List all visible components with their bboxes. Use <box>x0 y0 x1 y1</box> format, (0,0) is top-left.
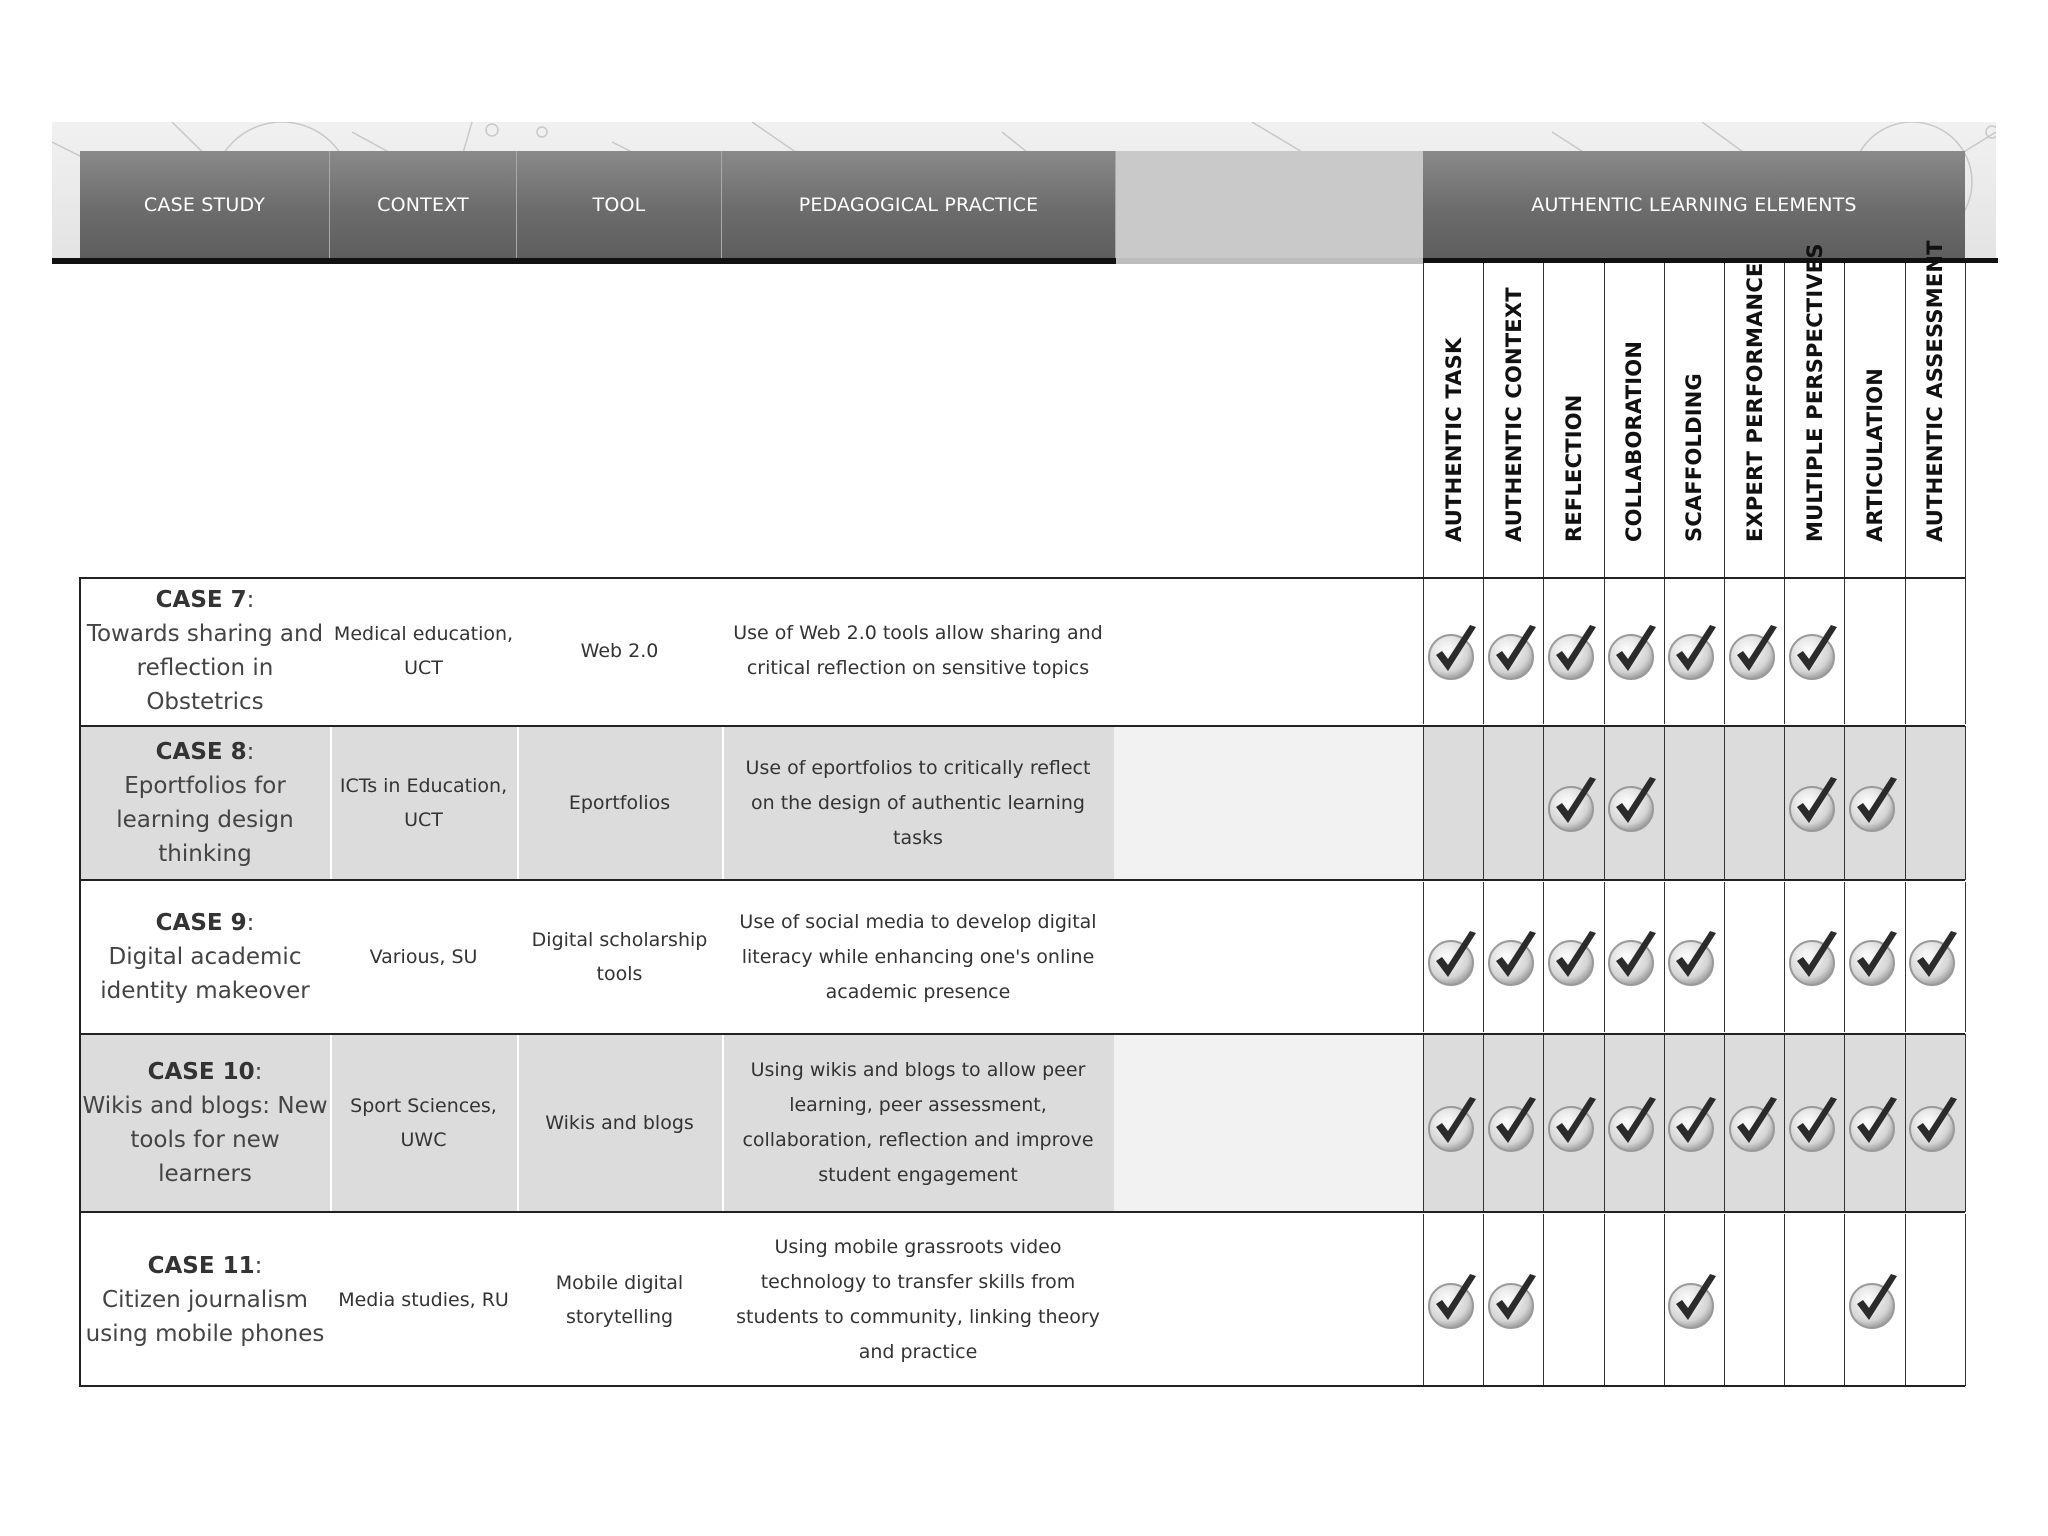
row-right-border <box>1965 1214 1967 1386</box>
checkmark-icon <box>1666 927 1722 987</box>
checkmark-icon <box>1666 1093 1722 1153</box>
element-header-multiple-perspectives <box>1784 243 1844 578</box>
element-cell-expert-performance <box>1724 1214 1784 1386</box>
element-cell-collaboration <box>1604 1214 1664 1386</box>
context-cell <box>330 1214 517 1386</box>
case-label: CASE 10 <box>147 1059 255 1085</box>
header-context <box>330 151 517 258</box>
case-cell <box>80 1034 330 1212</box>
case-label: CASE 7 <box>155 587 247 613</box>
row-right-border <box>1965 578 1967 724</box>
element-cell-reflection <box>1543 726 1603 880</box>
practice-text: Use of Web 2.0 tools allow sharing and critical reflection on sensitive topics <box>733 622 1103 679</box>
checkmark-icon <box>1666 621 1722 681</box>
checkmark-icon <box>1847 927 1903 987</box>
case-label: CASE 8 <box>155 739 247 765</box>
checkmark-icon <box>1486 621 1542 681</box>
practice-text: Use of eportfolios to critically reflect on the design of authentic learning tasks <box>745 756 1091 849</box>
case-title: Citizen journalism using mobile phones <box>85 1287 325 1347</box>
element-cell-scaffolding <box>1664 726 1724 880</box>
table-row <box>80 578 1965 724</box>
tool-cell <box>517 882 722 1032</box>
header-spacer <box>1116 151 1423 258</box>
element-cell-scaffolding <box>1664 1214 1724 1386</box>
table-row <box>80 1214 1965 1386</box>
element-header-label: REFLECTION <box>1561 394 1586 542</box>
element-header-authentic-assessment <box>1905 240 1965 578</box>
element-header-label: EXPERT PERFORMANCE <box>1742 262 1767 542</box>
row-right-border <box>1965 882 1967 1032</box>
header-rule-spacer <box>1116 258 1423 264</box>
tool-text: Web 2.0 <box>580 640 659 662</box>
element-header-label: AUTHENTIC CONTEXT <box>1501 287 1526 542</box>
case-cell <box>80 578 330 724</box>
element-cell-reflection <box>1543 1034 1603 1212</box>
element-cell-reflection <box>1543 1214 1603 1386</box>
practice-cell <box>722 726 1114 880</box>
tool-text: Wikis and blogs <box>545 1112 694 1134</box>
checkmark-icon <box>1486 1093 1542 1153</box>
tool-cell <box>517 726 722 880</box>
tool-cell <box>517 1034 722 1212</box>
element-header-label: SCAFFOLDING <box>1682 373 1707 542</box>
case-suffix: : <box>246 739 255 765</box>
context-text: Medical education, UCT <box>333 623 514 679</box>
header-authentic-learning-elements-label: AUTHENTIC LEARNING ELEMENTS <box>1531 193 1857 216</box>
checkmark-icon <box>1787 927 1843 987</box>
row-divider <box>80 879 1965 881</box>
header-tool <box>517 151 722 258</box>
checkmark-icon <box>1606 773 1662 833</box>
checkmark-icon <box>1426 1093 1482 1153</box>
checkmark-icon <box>1606 621 1662 681</box>
checkmark-icon <box>1546 621 1602 681</box>
element-cell-authentic-task <box>1423 882 1483 1032</box>
row-divider <box>80 725 1965 727</box>
element-cell-scaffolding <box>1664 1034 1724 1212</box>
element-cell-multiple-perspectives <box>1784 578 1844 724</box>
element-cell-scaffolding <box>1664 578 1724 724</box>
checkmark-icon <box>1606 1093 1662 1153</box>
element-header-label: AUTHENTIC TASK <box>1441 337 1466 542</box>
element-cell-authentic-task <box>1423 1214 1483 1386</box>
context-text: Various, SU <box>369 946 478 968</box>
element-cell-expert-performance <box>1724 882 1784 1032</box>
case-suffix: : <box>246 910 255 936</box>
element-cell-authentic-assessment <box>1905 726 1965 880</box>
tool-text: Mobile digital storytelling <box>555 1272 684 1328</box>
practice-cell <box>722 1214 1114 1386</box>
tool-cell <box>517 1214 722 1386</box>
header-case-study-label: CASE STUDY <box>143 193 266 216</box>
practice-cell <box>722 1034 1114 1212</box>
element-cell-reflection <box>1543 882 1603 1032</box>
case-title: Eportfolios for learning design thinking <box>116 773 294 867</box>
element-cell-multiple-perspectives <box>1784 1034 1844 1212</box>
element-header-authentic-context <box>1483 263 1543 578</box>
element-cell-authentic-assessment <box>1905 882 1965 1032</box>
element-cell-authentic-assessment <box>1905 1034 1965 1212</box>
header-case-study <box>80 151 330 258</box>
case-title: Towards sharing and reflection in Obstetrics <box>86 621 324 715</box>
header-context-label: CONTEXT <box>377 193 469 216</box>
checkmark-icon <box>1546 773 1602 833</box>
checkmark-icon <box>1606 927 1662 987</box>
context-cell <box>330 1034 517 1212</box>
context-cell <box>330 578 517 724</box>
tool-cell <box>517 578 722 724</box>
element-cell-collaboration <box>1604 1034 1664 1212</box>
element-cell-collaboration <box>1604 578 1664 724</box>
context-cell <box>330 726 517 880</box>
header-pedagogical-practice <box>722 151 1116 258</box>
row-divider <box>80 577 1965 579</box>
element-cell-expert-performance <box>1724 726 1784 880</box>
element-header-label: COLLABORATION <box>1622 340 1647 542</box>
practice-text: Use of social media to develop digital literacy while enhancing one's online academic presence <box>739 910 1097 1003</box>
case-cell <box>80 726 330 880</box>
element-cell-collaboration <box>1604 882 1664 1032</box>
element-cell-authentic-context <box>1483 1214 1543 1386</box>
checkmark-icon <box>1847 1270 1903 1330</box>
checkmark-icon <box>1787 773 1843 833</box>
checkmark-icon <box>1907 1093 1963 1153</box>
element-cell-authentic-context <box>1483 726 1543 880</box>
table-row <box>80 726 1965 880</box>
checkmark-icon <box>1546 1093 1602 1153</box>
element-header-label: MULTIPLE PERSPECTIVES <box>1802 243 1827 542</box>
context-text: ICTs in Education, UCT <box>339 775 508 831</box>
element-cell-multiple-perspectives <box>1784 726 1844 880</box>
element-header-right-border <box>1965 263 1967 578</box>
element-header-scaffolding <box>1664 263 1724 578</box>
practice-cell <box>722 882 1114 1032</box>
checkmark-icon <box>1787 621 1843 681</box>
header-tool-label: TOOL <box>592 193 646 216</box>
checkmark-icon <box>1426 1270 1482 1330</box>
element-header-label: ARTICULATION <box>1862 367 1887 542</box>
element-cell-authentic-assessment <box>1905 578 1965 724</box>
tool-text: Digital scholarship tools <box>531 929 708 985</box>
element-cell-authentic-assessment <box>1905 1214 1965 1386</box>
case-title: Digital academic identity makeover <box>100 944 310 1004</box>
header-rule <box>52 258 1116 264</box>
checkmark-icon <box>1847 773 1903 833</box>
case-title: Wikis and blogs: New tools for new learners <box>82 1093 328 1187</box>
practice-text: Using wikis and blogs to allow peer learning, peer assessment, collaboration, reflection and improve student engagement <box>742 1059 1094 1186</box>
element-header-reflection <box>1543 263 1603 578</box>
element-cell-multiple-perspectives <box>1784 1214 1844 1386</box>
element-cell-articulation <box>1844 1214 1904 1386</box>
element-cell-articulation <box>1844 882 1904 1032</box>
row-divider <box>80 1033 1965 1035</box>
element-cell-scaffolding <box>1664 882 1724 1032</box>
checkmark-icon <box>1727 1093 1783 1153</box>
checkmark-icon <box>1907 927 1963 987</box>
case-label: CASE 11 <box>147 1253 255 1279</box>
element-header-expert-performance <box>1724 263 1784 578</box>
case-suffix: : <box>246 587 255 613</box>
element-header-authentic-task <box>1423 263 1483 578</box>
case-label: CASE 9 <box>155 910 247 936</box>
checkmark-icon <box>1787 1093 1843 1153</box>
table-left-border <box>79 577 81 1387</box>
element-cell-authentic-context <box>1483 578 1543 724</box>
element-header-articulation <box>1844 263 1904 578</box>
checkmark-icon <box>1546 927 1602 987</box>
element-cell-reflection <box>1543 578 1603 724</box>
table-row <box>80 1034 1965 1212</box>
row-divider <box>80 1385 1965 1387</box>
checkmark-icon <box>1486 927 1542 987</box>
element-cell-expert-performance <box>1724 578 1784 724</box>
row-right-border <box>1965 726 1967 880</box>
checkmark-icon <box>1727 621 1783 681</box>
context-text: Media studies, RU <box>338 1289 509 1311</box>
element-cell-multiple-perspectives <box>1784 882 1844 1032</box>
tool-text: Eportfolios <box>568 792 671 814</box>
element-cell-authentic-task <box>1423 726 1483 880</box>
case-suffix: : <box>254 1059 263 1085</box>
header-pedagogical-practice-label: PEDAGOGICAL PRACTICE <box>798 193 1039 216</box>
element-header-label: AUTHENTIC ASSESSMENT <box>1923 240 1948 542</box>
table-row <box>80 882 1965 1032</box>
case-cell <box>80 1214 330 1386</box>
case-suffix: : <box>254 1253 263 1279</box>
checkmark-icon <box>1847 1093 1903 1153</box>
element-header-collaboration <box>1604 263 1664 578</box>
header-authentic-learning-elements <box>1423 151 1965 258</box>
element-cell-collaboration <box>1604 726 1664 880</box>
checkmark-icon <box>1666 1270 1722 1330</box>
element-cell-authentic-task <box>1423 578 1483 724</box>
case-cell <box>80 882 330 1032</box>
checkmark-icon <box>1486 1270 1542 1330</box>
element-cell-articulation <box>1844 1034 1904 1212</box>
checkmark-icon <box>1426 927 1482 987</box>
element-cell-authentic-task <box>1423 1034 1483 1212</box>
context-text: Sport Sciences, UWC <box>350 1095 497 1151</box>
context-cell <box>330 882 517 1032</box>
element-cell-authentic-context <box>1483 882 1543 1032</box>
practice-text: Using mobile grassroots video technology to transfer skills from students to community, linking theory and practice <box>736 1236 1100 1363</box>
checkmark-icon <box>1426 621 1482 681</box>
element-cell-articulation <box>1844 726 1904 880</box>
element-cell-authentic-context <box>1483 1034 1543 1212</box>
practice-cell <box>722 578 1114 724</box>
row-right-border <box>1965 1034 1967 1212</box>
element-cell-expert-performance <box>1724 1034 1784 1212</box>
row-divider <box>80 1211 1965 1213</box>
element-cell-articulation <box>1844 578 1904 724</box>
